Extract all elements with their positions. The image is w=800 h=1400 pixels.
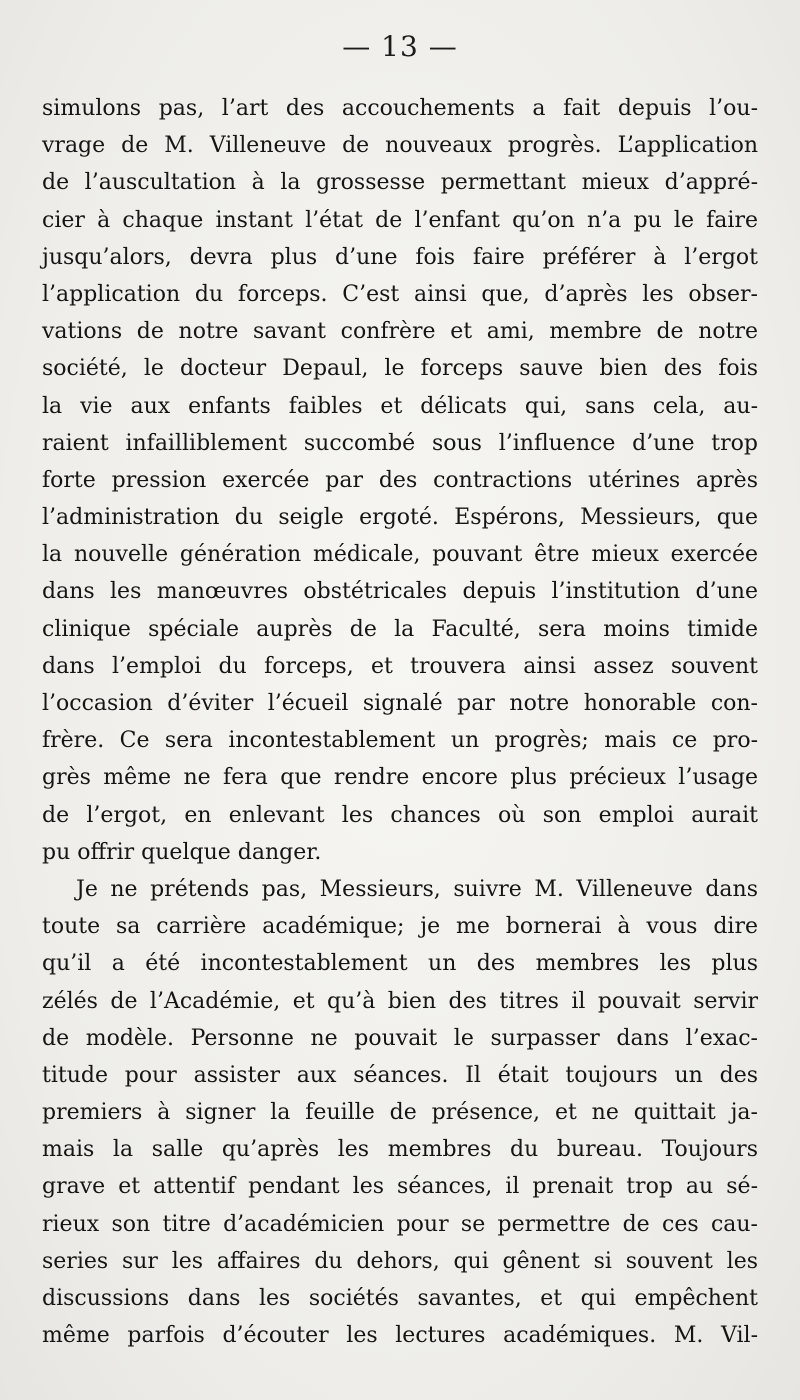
text-line: l’occasion d’éviter l’écueil signalé par notre honorable con- <box>42 691 758 716</box>
text-line: premiers à signer la feuille de présence, et ne quittait ja- <box>42 1100 758 1126</box>
text-line: de modèle. Personne ne pouvait le surpasser dans l’exac- <box>42 1025 758 1051</box>
text-line: même parfois d’écouter les lectures académiques. M. Vil- <box>42 1323 758 1349</box>
text-line: discussions dans les sociétés savantes, et qui empêchent <box>42 1286 758 1311</box>
page-number: — 13 — <box>342 30 458 63</box>
text-line: la nouvelle génération médicale, pouvant être mieux exercée <box>42 542 758 568</box>
text-line: de l’ergot, en enlevant les chances où son emploi aurait <box>42 802 758 828</box>
text-line: vrage de M. Villeneuve de nouveaux progrès. L’application <box>42 133 758 159</box>
text-line: rieux son titre d’académicien pour se permettre de ces cau- <box>42 1211 758 1237</box>
text-line: vations de notre savant confrère et ami, membre de notre <box>42 319 758 345</box>
body-text <box>42 90 758 1354</box>
paragraph-2 <box>42 871 758 1354</box>
text-line: mais la salle qu’après les membres du bureau. Toujours <box>42 1137 758 1163</box>
text-line: de l’auscultation à la grossesse permettant mieux d’appré- <box>42 170 758 196</box>
text-line: l’application du forceps. C’est ainsi que, d’après les obser- <box>42 281 758 307</box>
text-line: raient infailliblement succombé sous l’influence d’une trop <box>42 430 758 456</box>
text-line: dans les manœuvres obstétricales depuis l’institution d’une <box>42 579 758 605</box>
text-line: cier à chaque instant l’état de l’enfant qu’on n’a pu le faire <box>42 207 758 233</box>
text-line: qu’il a été incontestablement un des membres les plus <box>42 951 758 977</box>
text-line: grave et attentif pendant les séances, il prenait trop au sé- <box>42 1174 758 1200</box>
text-line: toute sa carrière académique; je me bornerai à vous dire <box>42 914 758 940</box>
text-line: zélés de l’Académie, et qu’à bien des titres il pouvait servir <box>42 988 758 1014</box>
text-line: l’administration du seigle ergoté. Espérons, Messieurs, que <box>42 505 758 531</box>
text-line: clinique spéciale auprès de la Faculté, sera moins timide <box>42 616 758 642</box>
text-line: series sur les affaires du dehors, qui gênent si souvent les <box>42 1248 758 1274</box>
text-line: Je ne prétends pas, Messieurs, suivre M. Villeneuve dans <box>76 876 758 902</box>
text-line: frère. Ce sera incontestablement un progrès; mais ce pro- <box>42 728 758 754</box>
paragraph-1 <box>42 90 758 871</box>
text-line: société, le docteur Depaul, le forceps sauve bien des fois <box>42 356 758 382</box>
text-line: titude pour assister aux séances. Il était toujours un des <box>42 1062 758 1088</box>
text-line: dans l’emploi du forceps, et trouvera ainsi assez souvent <box>42 653 758 679</box>
text-line: jusqu’alors, devra plus d’une fois faire préférer à l’ergot <box>42 244 758 270</box>
text-line: simulons pas, l’art des accouchements a fait depuis l’ou- <box>42 96 758 121</box>
text-line: pu offrir quelque danger. <box>42 839 322 865</box>
text-line: grès même ne fera que rendre encore plus précieux l’usage <box>42 765 758 791</box>
text-line: la vie aux enfants faibles et délicats qui, sans cela, au- <box>42 393 758 419</box>
text-line: forte pression exercée par des contractions utérines après <box>42 467 758 493</box>
